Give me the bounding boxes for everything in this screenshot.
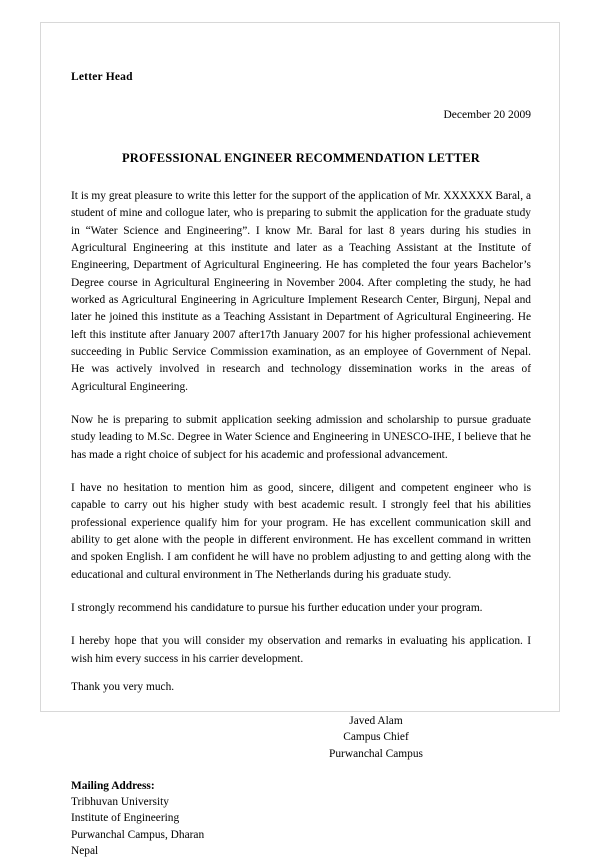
- body-paragraph-1: It is my great pleasure to write this letter for the support of the application of Mr. XXXXXX Baral, a student of mine and collogue later, who is preparing to submit the application for the graduate study in “Water Science and Engineering”. I know Mr. Baral for last 8 years during his studies in Agricultural Engineering at this institute and later as a Teaching Assistant at the Institute of Engineering, Department of Agricultural Engineering. He has completed the four years Bachelor’s Degree course in Agricultural Engineering in November 2004. After completing the study, he had worked as Agricultural Engineering in Agriculture Implement Research Center, Birgunj, Nepal and later he joined this institute as a Teaching Assistant in Department of Agricultural Engineering. He left this institute after January 2007 after17th January 2007 for his higher professional achievement succeeding in Public Service Commission examination, as an employee of Government of Nepal. He was actively involved in research and technology dissemination works in the areas of Agricultural Engineering.: [71, 190, 531, 393]
- mailing-address-heading: Mailing Address:: [71, 780, 155, 793]
- mailing-address-line-1: Tribhuvan University: [71, 796, 169, 809]
- signer-name: Javed Alam: [349, 714, 403, 727]
- signer-title: Campus Chief: [343, 731, 409, 744]
- thanks-line: Thank you very much.: [71, 681, 175, 694]
- mailing-address-line-4: Nepal: [71, 844, 99, 857]
- body-paragraph-2: Now he is preparing to submit application seeking admission and scholarship to pursue graduate study leading to M.Sc. Degree in Water Science and Engineering in UNESCO-IHE, I believe that he has made a right choice of subject for his academic and professional advancement.: [71, 413, 531, 461]
- mailing-address-line-2: Institute of Engineering: [71, 812, 180, 825]
- letterhead: Letter Head: [71, 71, 133, 83]
- body-paragraph-3: I have no hesitation to mention him as good, sincere, diligent and competent engineer who is capable to carry out his higher study with best academic result. I strongly feel that his abilities professional experience qualify him for your program. He has excellent communication skill and ability to get alone with the people in different environment. He has excellent command in written and spoken English. I am confident he will have no problem adjusting to and getting along with the educational and cultural environment in The Netherlands during his graduate study.: [71, 481, 531, 581]
- mailing-address-block: [71, 780, 531, 859]
- letter-date: December 20 2009: [443, 109, 531, 121]
- mailing-address-line-3: Purwanchal Campus, Dharan: [71, 828, 205, 841]
- letter-sheet: [40, 22, 560, 857]
- body-paragraph-4: I strongly recommend his candidature to pursue his further education under your program.: [71, 601, 483, 614]
- signer-organization: Purwanchal Campus: [329, 747, 423, 760]
- letter-body: [71, 71, 531, 859]
- signature-block: [71, 713, 531, 763]
- closing-paragraph: I hereby hope that you will consider my observation and remarks in evaluating his application. I wish him every success in his carrier development.: [71, 635, 531, 665]
- page-title: PROFESSIONAL ENGINEER RECOMMENDATION LETTER: [121, 151, 481, 165]
